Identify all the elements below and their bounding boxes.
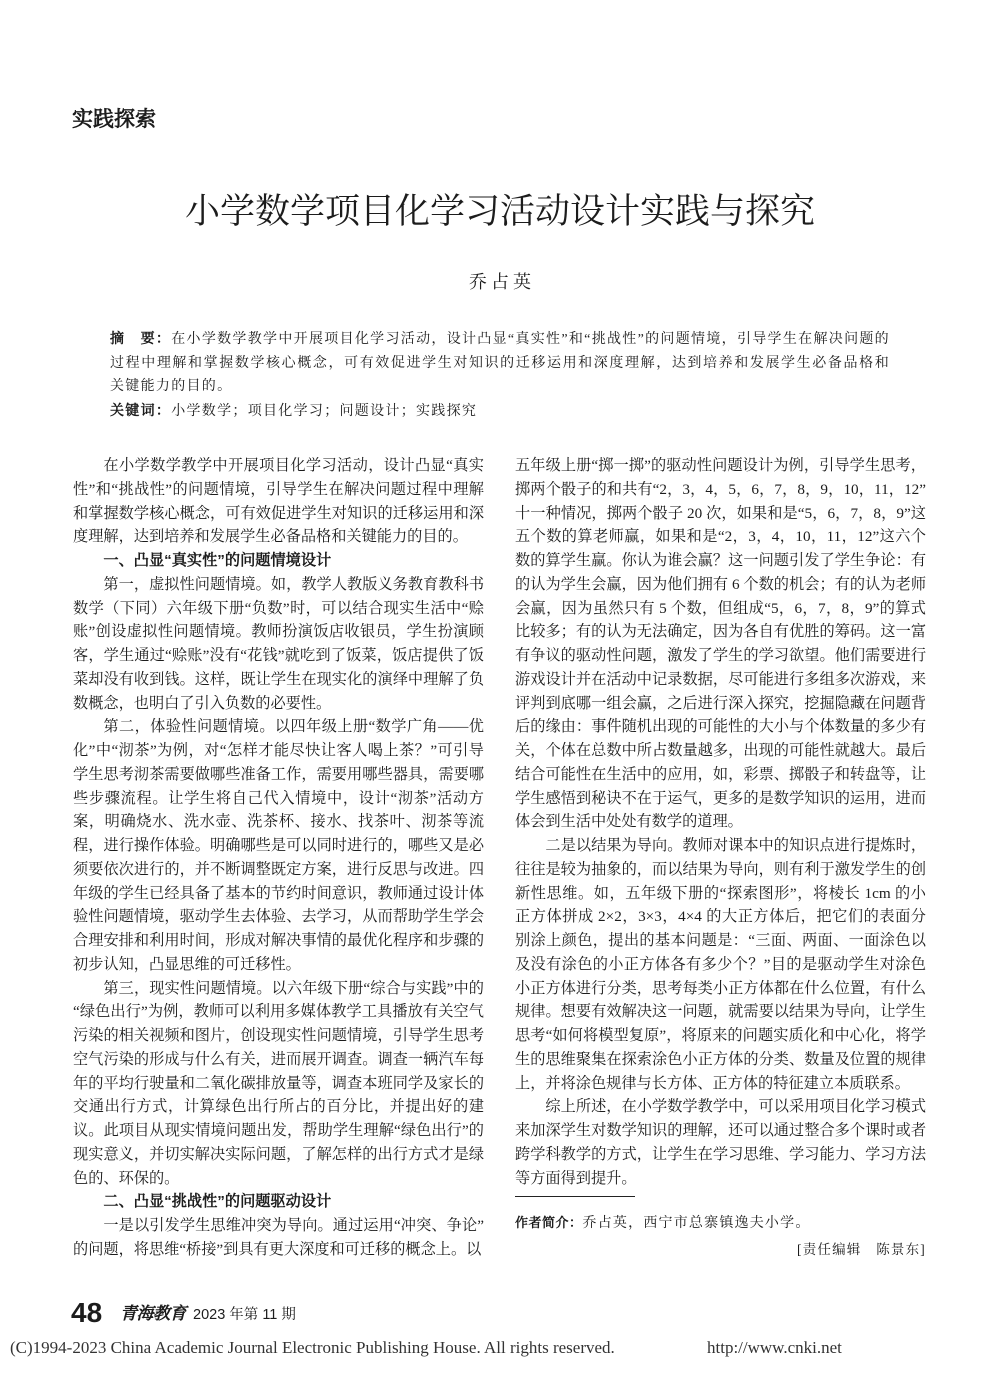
author-bio xyxy=(515,1211,926,1236)
abstract-label: 摘 要： xyxy=(110,330,172,346)
body-paragraph: 一是以引发学生思维冲突为导向。通过运用“冲突、争论”的问题，将思维“桥接”到具有更大深度和可迁移的概念上。以 xyxy=(73,1217,484,1258)
abstract xyxy=(110,327,890,399)
body-paragraph: 第二，体验性问题情境。以四年级上册“数学广角——优化”中“沏茶”为例，对“怎样才能尽快让客人喝上茶？”可引导学生思考沏茶需要做哪些准备工作，需要用哪些器具，需要哪些步骤流程。让学生将自己代入情境中，设计“沏茶”活动方案，明确烧水、洗水壶、洗茶杯、接水、找茶叶、沏茶等流程，进行操作体验。明确哪些是可以同时进行的，哪些又是必须要依次进行的，并不断调整既定方案，进行反思与改进。四年级的学生已经具备了基本的节约时间意识，教师通过设计体验性问题情境，驱动学生去体验、去学习，从而帮助学生学会合理安排和利用时间，形成对解决事情的最优化程序和步骤的初步认知，凸显思维的可迁移性。 xyxy=(73,718,484,973)
section-label: 实践探索 xyxy=(72,108,156,131)
section-heading: 二、凸显“挑战性”的问题驱动设计 xyxy=(103,1193,332,1211)
copyright-notice: (C)1994-2023 China Academic Journal Electronic Publishing House. All rights reserved. xyxy=(10,1338,615,1357)
author-bio-text: 乔占英，西宁市总寨镇逸夫小学。 xyxy=(582,1216,811,1232)
body-paragraph-continued: 五年级上册“掷一掷”的驱动性问题设计为例，引导学生思考，掷两个骰子的和共有“2，3，4，5，6，7，8，9，10，11，12”十一种情况，掷两个骰子 20 次，如果和是“5，6，7，8，9”这五个数的算老师赢，如果和是“2，3，4，10，11，12”这六个数的算学生赢。你认为谁会赢？这一问题引发了学生争论：有的认为学生会赢，因为他们拥有 6 个数的机会；有的认为老师会赢，因为虽然只有 5 个数，但组成“5，6，7，8，9”的算式比较多；有的认为无法确定，因为各自有优胜的筹码。这一富有争议的驱动性问题，激发了学生的学习欲望。他们需要进行游戏设计并在活动中记录数据，尽可能进行多组多次游戏，来评判到底哪一组会赢，之后进行深入探究，挖掘隐藏在问题背后的缘由：事件随机出现的可能性的大小与个体数量的多少有关，个体在总数中所占数量越多，出现的可能性就越大。最后结合可能性在生活中的应用，如，彩票、掷骰子和转盘等，让学生感悟到秘诀不在于运气，更多的是数学知识的运用，进而体会到生活中处处有数学的道理。 xyxy=(515,457,926,831)
body-column-left xyxy=(73,454,484,1262)
keywords xyxy=(110,399,890,424)
author-name: 乔占英 xyxy=(469,272,535,292)
keywords-label: 关键词： xyxy=(110,401,172,418)
body-paragraph: 综上所述，在小学数学教学中，可以采用项目化学习模式来加深学生对数学知识的理解，还可以通过整合多个课时或者跨学科教学的方式，让学生在学习思维、学习能力、学习方法等方面得到提升。 xyxy=(515,1098,926,1187)
body-column-right xyxy=(515,454,926,1262)
article-title: 小学数学项目化学习活动设计实践与探究 xyxy=(184,192,815,232)
body-paragraph: 第一，虚拟性问题情境。如，教学人教版义务教育教科书数学（下同）六年级下册“负数”时，可以结合现实生活中“赊账”创设虚拟性问题情境。教师扮演饭店收银员，学生扮演顾客，学生通过“赊账”没有“花钱”就吃到了饭菜，饭店提供了饭菜却没有收到钱。这样，既让学生在现实化的演绎中理解了负数概念，也明白了引入负数的必要性。 xyxy=(73,575,484,712)
body-paragraph: 二是以结果为导向。教师对课本中的知识点进行提炼时，往往是较为抽象的，而以结果为导向，则有利于激发学生的创新性思维。如，五年级下册的“探索图形”，将棱长 1cm 的小正方体拼成 2×2，3×3，4×4 的大正方体后，把它们的表面分别涂上颜色，提出的基本问题是：“三面、两面、一面涂色以及没有涂色的小正方体各有多少个？”目的是驱动学生对涂色小正方体进行分类，思考每类小正方体都在什么位置，有什么规律。想要有效解决这一问题，就需要以结果为导向，让学生思考“如何将模型复原”，将原来的问题实质化和中心化，将学生的思维聚集在探索涂色小正方体的分类、数量及位置的规律上，并将涂色规律与长方体、正方体的特征建立本质联系。 xyxy=(515,837,926,1092)
bio-divider xyxy=(515,1196,635,1197)
author-bio-label: 作者简介： xyxy=(515,1215,583,1231)
journal-logo: 青海教育 xyxy=(120,1304,186,1323)
responsible-editor: [责任编辑 陈景东] xyxy=(797,1242,926,1258)
keywords-text: 小学数学；项目化学习；问题设计；实践探究 xyxy=(171,403,478,419)
body-paragraph: 在小学数学教学中开展项目化学习活动，设计凸显“真实性”和“挑战性”的问题情境，引导学生在解决问题过程中理解和掌握数学核心概念，可有效促进学生对知识的迁移运用和深度理解，达到培养和发展学生必备品格和关键能力的目的。 xyxy=(73,457,484,546)
body-paragraph: 第三，现实性问题情境。以六年级下册“综合与实践”中的“绿色出行”为例，教师可以利用多媒体教学工具播放有关空气污染的相关视频和图片，创设现实性问题情境，引导学生思考空气污染的形成与什么有关，进而展开调查。调查一辆汽车每年的平均行驶量和二氧化碳排放量等，调查本班同学及家长的交通出行方式，计算绿色出行所占的百分比，并提出好的建议。此项目从现实情境问题出发，帮助学生理解“绿色出行”的现实意义，并切实解决实际问题，了解怎样的出行方式才是绿色的、环保的。 xyxy=(73,979,484,1187)
cnki-url: http://www.cnki.net xyxy=(707,1338,842,1357)
page-number: 48 xyxy=(71,1297,103,1328)
abstract-block xyxy=(110,327,890,423)
abstract-text: 在小学数学教学中开展项目化学习活动，设计凸显“真实性”和“挑战性”的问题情境，引导学生在解决问题的过程中理解和掌握数学核心概念，可有效促进学生对知识的迁移运用和深度理解，达到培养和发展学生必备品格和关键能力的目的。 xyxy=(110,332,890,395)
issue-label: 2023 年第 11 期 xyxy=(193,1307,296,1323)
section-heading: 一、凸显“真实性”的问题情境设计 xyxy=(103,552,332,569)
